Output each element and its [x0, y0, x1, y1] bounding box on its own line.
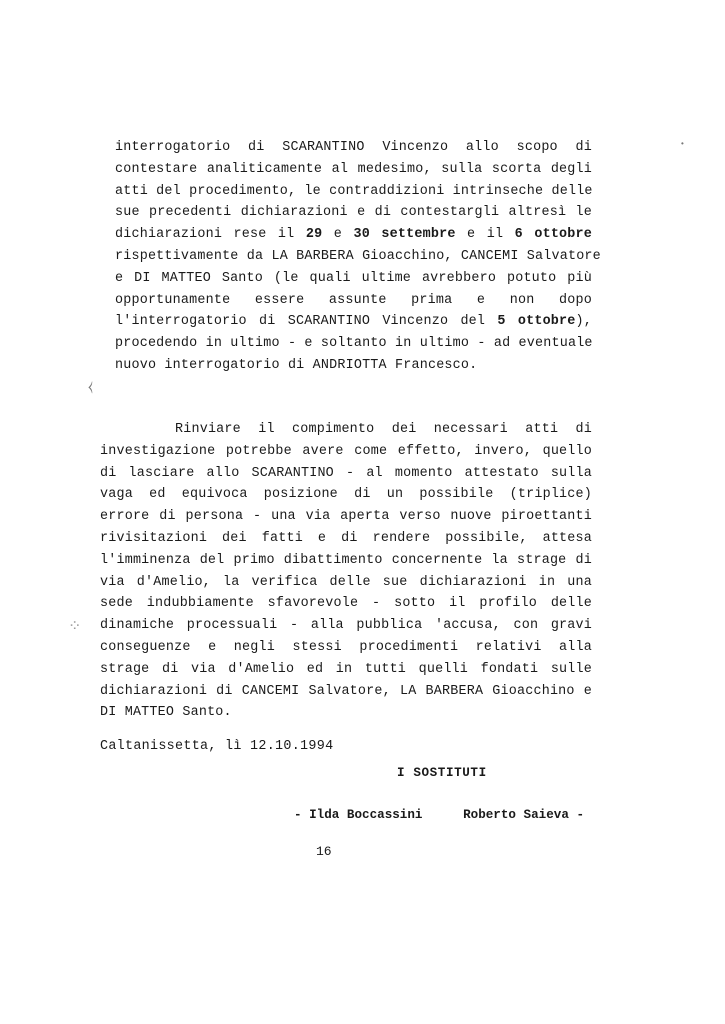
paragraph-1: [115, 137, 601, 377]
text-segment: sue precedenti dichiarazioni e di contestargli altresì le: [115, 205, 592, 221]
signatory-boccassini: - Ilda Boccassini: [294, 808, 423, 822]
text-line: [115, 202, 592, 224]
emphasized-text: 29: [305, 227, 323, 243]
text-line: [115, 355, 592, 377]
text-segment: vaga ed equivoca posizione di un possibile (triplice): [100, 487, 592, 503]
signatory-saieva: Roberto Saieva -: [463, 808, 584, 822]
text-segment: opportunamente essere assunte prima e non dopo: [115, 292, 592, 308]
text-line: [115, 181, 592, 203]
text-line: [115, 224, 592, 246]
text-line: [100, 550, 592, 572]
text-segment: dichiarazioni rese il: [115, 227, 306, 243]
text-segment: strage di via d'Amelio ed in tutti quelli fondati sulle: [100, 661, 592, 677]
text-segment: sede indubbiamente sfavorevole - sotto il profilo delle: [100, 596, 592, 612]
place-date: Caltanissetta, lì 12.10.1994: [100, 739, 334, 754]
text-line: [115, 290, 592, 312]
text-segment: dinamiche processuali - alla pubblica 'accusa, con gravi: [100, 618, 592, 634]
text-segment: rivisitazioni dei fatti e di rendere possibile, attesa: [100, 530, 592, 546]
text-segment: DI MATTEO Santo.: [100, 705, 232, 721]
text-line: [100, 441, 592, 463]
text-line: [115, 268, 592, 290]
text-segment: l'interrogatorio di SCARANTINO Vincenzo del: [115, 314, 498, 330]
text-line: [115, 159, 592, 181]
text-segment: errore di persona - una via aperta verso nuove piroettanti: [100, 509, 592, 525]
text-line: [115, 333, 592, 355]
scan-mark: •: [680, 140, 685, 149]
emphasized-text: 6 ottobre: [514, 227, 592, 243]
text-segment: investigazione potrebbe avere come effetto, invero, quello: [100, 443, 592, 459]
page-number: 16: [316, 844, 332, 859]
text-line: [100, 506, 592, 528]
text-segment: dichiarazioni di CANCEMI Salvatore, LA BARBERA Gioacchino e: [100, 683, 592, 699]
text-line: [115, 311, 592, 333]
text-line: [100, 484, 592, 506]
text-line: [100, 659, 592, 681]
text-segment: l'imminenza del primo dibattimento concernente la strage di: [100, 552, 592, 568]
text-line: [100, 419, 592, 441]
emphasized-text: 30 settembre: [353, 227, 456, 243]
text-line: [100, 463, 592, 485]
text-line: [115, 137, 592, 159]
text-segment: Rinviare il compimento dei necessari atti di: [175, 422, 592, 437]
text-segment: nuovo interrogatorio di ANDRIOTTA Francesco.: [115, 357, 478, 373]
text-segment: procedendo in ultimo - e soltanto in ultimo - ad eventuale: [115, 336, 593, 352]
emphasized-text: 5 ottobre: [497, 314, 576, 330]
text-line: [100, 572, 592, 594]
scan-mark: ⁘: [68, 618, 82, 636]
signoff-title: I SOSTITUTI: [397, 766, 487, 780]
text-segment: di lasciare allo SCARANTINO - al momento attestato sulla: [100, 465, 592, 481]
text-segment: interrogatorio di SCARANTINO Vincenzo allo scopo di: [115, 140, 592, 155]
text-segment: ),: [575, 314, 592, 330]
text-segment: contestare analiticamente al medesimo, sulla scorta degli: [115, 161, 592, 177]
text-segment: e DI MATTEO Santo (le quali ultime avrebbero potuto più: [115, 270, 592, 286]
text-segment: atti del procedimento, le contraddizioni intrinseche delle: [115, 183, 593, 199]
text-line: [100, 681, 592, 703]
text-line: [100, 593, 592, 615]
text-segment: e: [322, 227, 354, 243]
signatories: [294, 808, 584, 822]
text-line: [100, 702, 592, 724]
text-line: [100, 615, 592, 637]
text-segment: conseguenze e negli stessi procedimenti relativi alla: [100, 639, 592, 655]
scan-mark: ⧼: [88, 380, 93, 396]
text-segment: e il: [455, 227, 515, 243]
paragraph-2: [100, 419, 592, 724]
text-line: [115, 246, 601, 268]
text-line: [100, 637, 592, 659]
text-segment: via d'Amelio, la verifica delle sue dichiarazioni in una: [100, 574, 592, 590]
text-segment: rispettivamente da LA BARBERA Gioacchino, CANCEMI Salvatore: [115, 248, 601, 264]
text-line: [100, 528, 592, 550]
